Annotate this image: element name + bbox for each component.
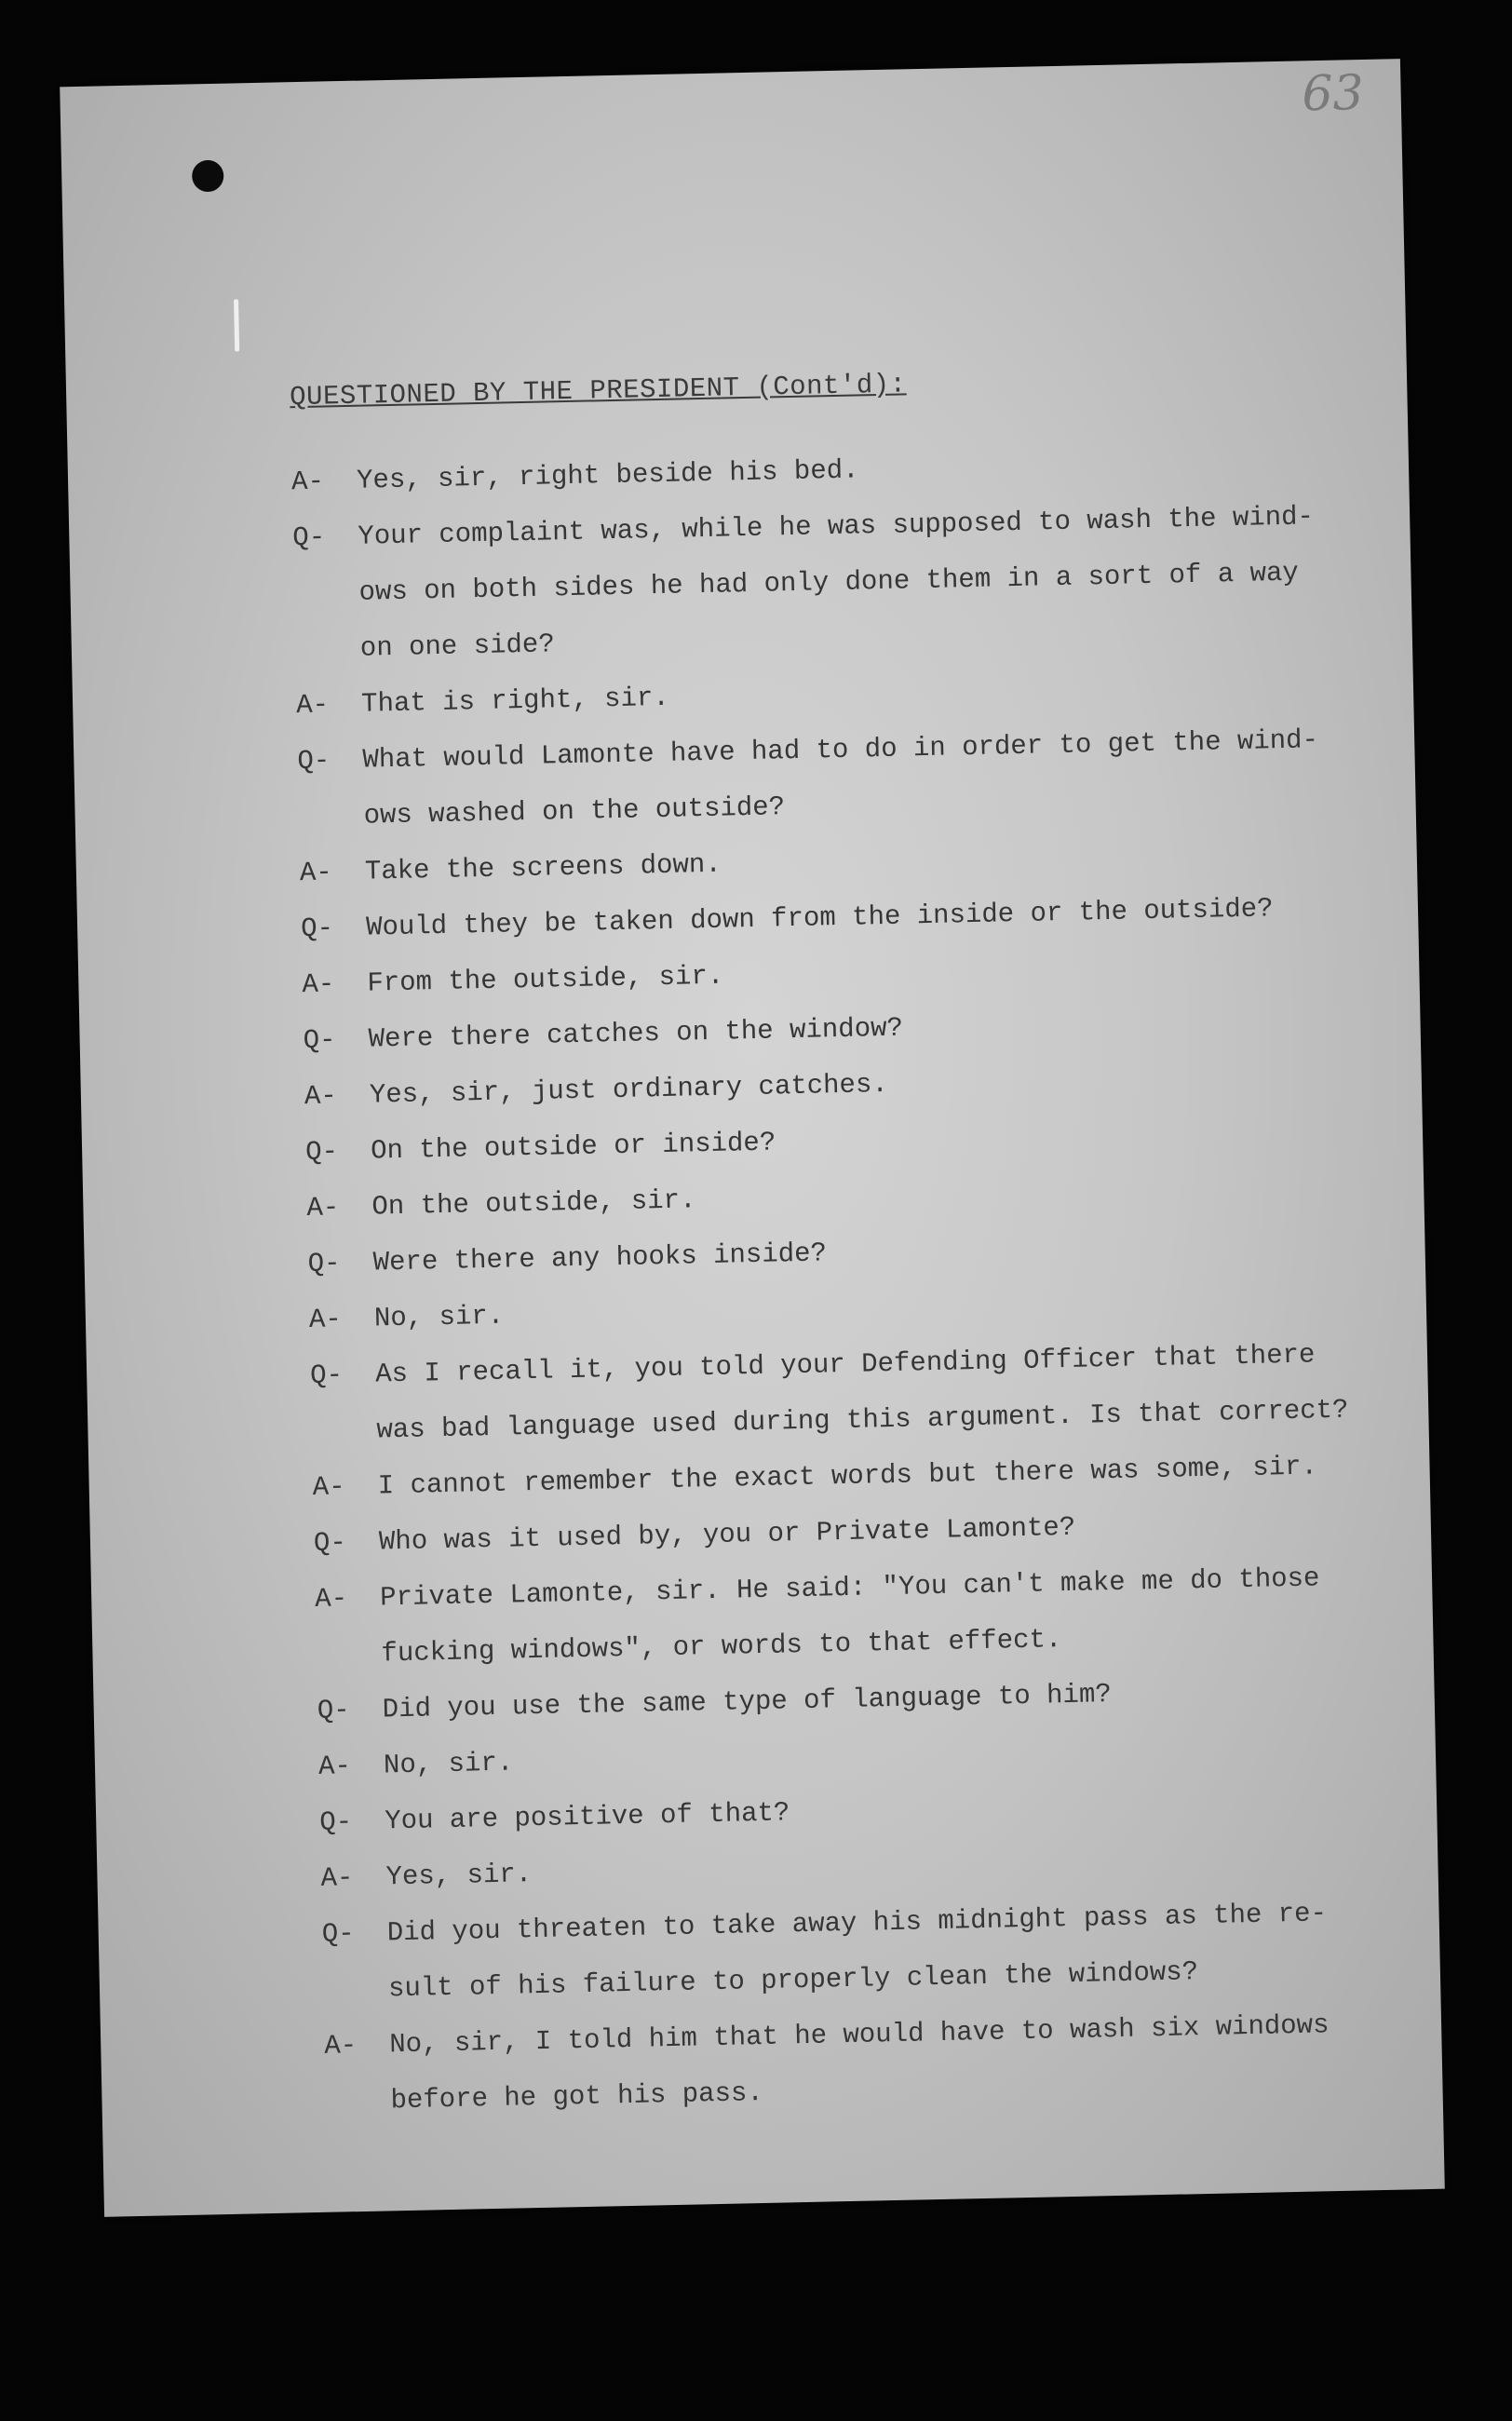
text-line: Yes, sir.	[385, 1859, 533, 1893]
text-line: From the outside, sir.	[367, 960, 724, 999]
answer-marker: A-	[317, 1751, 352, 1782]
text-line: No, sir.	[383, 1747, 514, 1781]
text-line: on one side?	[359, 629, 556, 664]
question-marker: Q-	[317, 1695, 350, 1726]
testimony-entry	[315, 1549, 1369, 1684]
question-marker: Q-	[313, 1527, 347, 1559]
text-line: sult of his failure to properly clean the windows?	[387, 1956, 1199, 2005]
question-marker: Q-	[300, 913, 334, 945]
question-marker: Q-	[321, 1918, 355, 1950]
question-marker: Q-	[307, 1248, 341, 1280]
page-number: 63	[1301, 65, 1365, 123]
text-line: before he got his pass.	[390, 2076, 764, 2117]
text-line: fucking windows", or words to that effect.	[381, 1624, 1062, 1670]
answer-marker: A-	[295, 689, 330, 722]
answer-marker: A-	[306, 1192, 340, 1224]
answer-marker: A-	[290, 466, 325, 498]
section-heading: QUESTIONED BY THE PRESIDENT (Cont'd):	[289, 369, 907, 413]
text-line: On the outside or inside?	[370, 1127, 776, 1167]
answer-marker: A-	[314, 1583, 348, 1615]
text-line: was bad language used during this argument. Is that correct?	[376, 1394, 1349, 1446]
answer-marker: A-	[323, 2030, 358, 2062]
answer-marker: A-	[302, 968, 335, 1001]
text-line: No, sir.	[373, 1300, 505, 1334]
testimony-entry	[321, 1885, 1375, 2019]
document-page	[60, 59, 1445, 2217]
question-marker: Q-	[303, 1024, 336, 1057]
text-line: What would Lamonte have had to do in order to get the wind-	[362, 724, 1319, 776]
text-line: Were there any hooks inside?	[372, 1238, 828, 1278]
text-line: ows washed on the outside?	[363, 791, 786, 832]
question-marker: Q-	[292, 521, 326, 554]
text-line: Take the screens down.	[364, 848, 722, 887]
film-scratch	[234, 299, 239, 351]
text-line: Yes, sir, right beside his bed.	[356, 454, 859, 496]
text-line: You are positive of that?	[384, 1797, 790, 1837]
entry-text	[358, 489, 1348, 677]
answer-marker: A-	[308, 1304, 343, 1336]
question-marker: Q-	[309, 1359, 344, 1391]
text-line: That is right, sir.	[360, 682, 670, 720]
testimony-list	[291, 433, 1378, 2130]
text-line: ows on both sides he had only done them in a sort of a way	[358, 557, 1300, 608]
entry-text	[380, 1549, 1369, 1682]
answer-marker: A-	[312, 1471, 345, 1503]
question-marker: Q-	[304, 1136, 339, 1169]
text-line: I cannot remember the exact words but there was some, sir.	[377, 1451, 1318, 1502]
text-line: Were there catches on the window?	[368, 1012, 904, 1055]
entry-text	[375, 1326, 1364, 1458]
text-line: Your complaint was, while he was supposed to wash the wind-	[358, 501, 1315, 552]
text-line: Who was it used by, you or Private Lamonte?	[378, 1511, 1076, 1558]
punch-hole	[192, 160, 224, 193]
answer-marker: A-	[299, 857, 333, 889]
entry-text	[386, 1885, 1375, 2017]
testimony-entry	[324, 1996, 1378, 2130]
testimony-entry	[310, 1326, 1364, 1460]
question-marker: Q-	[297, 745, 331, 778]
text-line: No, sir, I told him that he would have to wash six windows	[388, 2009, 1330, 2061]
text-line: As I recall it, you told your Defending Officer that there	[374, 1339, 1316, 1390]
answer-marker: A-	[320, 1862, 354, 1894]
text-line: Did you use the same type of language to him?	[382, 1679, 1113, 1725]
text-line: Private Lamonte, sir. He said: "You can't make me do those	[379, 1562, 1320, 1614]
question-marker: Q-	[318, 1806, 353, 1838]
testimony-entry	[292, 489, 1348, 679]
testimony-entry	[297, 711, 1351, 845]
text-line: Did you threaten to take away his midnight pass as the re-	[386, 1898, 1328, 1949]
text-line: Yes, sir, just ordinary catches.	[369, 1068, 889, 1111]
text-line: On the outside, sir.	[371, 1184, 696, 1223]
text-line: Would they be taken down from the inside or the outside?	[365, 893, 1274, 943]
entry-text	[362, 711, 1351, 844]
entry-text	[389, 1996, 1378, 2129]
answer-marker: A-	[304, 1080, 338, 1113]
